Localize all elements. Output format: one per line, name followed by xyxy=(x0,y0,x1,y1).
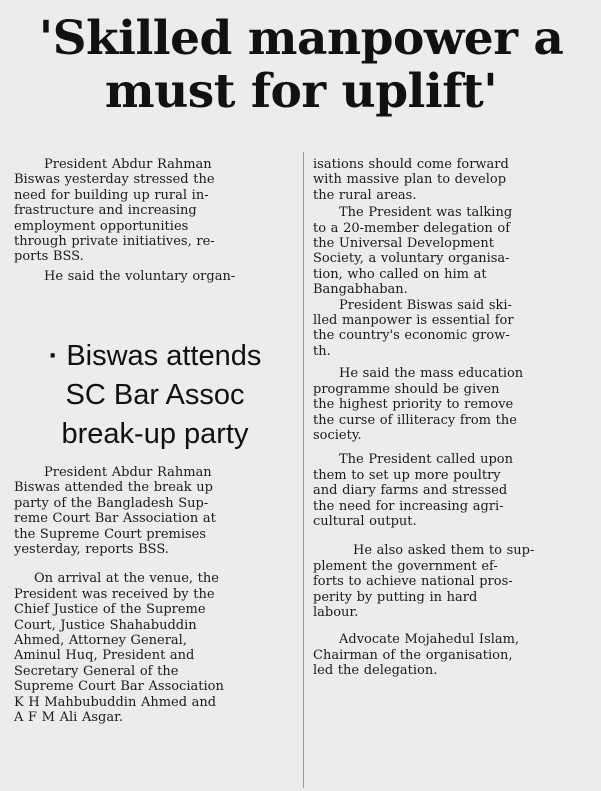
text-line: Secretary General of the xyxy=(14,663,179,679)
text-line: A F M Ali Asgar. xyxy=(14,710,124,726)
text-line: employment opportunities xyxy=(14,218,189,234)
text-line: Biswas yesterday stressed the xyxy=(14,172,215,188)
text-line: plement the government ef- xyxy=(313,558,498,574)
text-line: need for building up rural in- xyxy=(14,187,209,203)
text-line: cultural output. xyxy=(313,513,417,529)
text-line: them to set up more poultry xyxy=(313,467,501,483)
text-line: He said the mass education xyxy=(339,366,524,382)
story2-headline-text: Biswas attends xyxy=(66,340,262,372)
text-line: tion, who called on him at xyxy=(313,266,487,282)
text-line: the highest priority to remove xyxy=(313,397,514,413)
text-line: Court, Justice Shahabuddin xyxy=(14,617,197,633)
text-line: lled manpower is essential for xyxy=(313,313,514,329)
text-line: Chief Justice of the Supreme xyxy=(14,602,206,618)
text-line: reme Court Bar Association at xyxy=(14,511,216,527)
bullet-icon: · xyxy=(48,340,59,372)
text-line: Ahmed, Attorney General, xyxy=(14,633,187,649)
story2-paragraph-2 xyxy=(14,571,296,725)
text-line: yesterday, reports BSS. xyxy=(14,542,169,558)
story2-headline xyxy=(14,337,296,454)
text-line: K H Mahbubuddin Ahmed and xyxy=(14,694,217,710)
column-divider xyxy=(303,152,304,788)
text-line: the need for increasing agri- xyxy=(313,498,504,514)
text-line: to a 20-member delegation of xyxy=(313,220,510,236)
story1-continuation-paragraph xyxy=(313,205,589,297)
text-line: Advocate Mojahedul Islam, xyxy=(339,632,520,648)
text-line: Society, a voluntary organisa- xyxy=(313,251,510,267)
text-line: society. xyxy=(313,427,362,443)
text-line: The President called upon xyxy=(339,452,513,468)
text-line: He also asked them to sup- xyxy=(353,543,535,559)
text-line: Supreme Court Bar Association xyxy=(14,679,224,695)
story1-paragraph-1 xyxy=(14,157,296,265)
text-line: President Abdur Rahman xyxy=(44,465,212,480)
story2-paragraph-1 xyxy=(14,465,296,557)
text-line: He said the voluntary organ- xyxy=(44,268,236,284)
main-headline-line: 'Skilled manpower a xyxy=(38,11,564,66)
text-line: Bangabhaban. xyxy=(313,282,408,298)
text-line: labour. xyxy=(313,604,359,620)
story1-continuation-paragraph xyxy=(313,543,589,620)
text-line: the rural areas. xyxy=(313,187,417,203)
text-line: perity by putting in hard xyxy=(313,589,478,605)
text-line: Biswas attended the break up xyxy=(14,480,213,496)
text-line: President Abdur Rahman xyxy=(44,157,212,172)
text-line: led the delegation. xyxy=(313,663,438,679)
story2-headline-line: SC Bar Assoc xyxy=(65,379,245,411)
story2-body xyxy=(14,465,296,726)
text-line: President Biswas said ski- xyxy=(339,297,512,313)
main-headline xyxy=(14,12,588,118)
text-line: the country's economic grow- xyxy=(313,328,510,344)
text-line: the Supreme Court premises xyxy=(14,526,207,542)
story1-continuation-paragraph xyxy=(313,298,589,360)
story1-right-column xyxy=(313,157,589,679)
story1-continuation-paragraph xyxy=(313,157,589,203)
text-line: with massive plan to develop xyxy=(313,172,507,188)
text-line: isations should come forward xyxy=(313,157,509,172)
text-line: The President was talking xyxy=(339,205,513,221)
text-line: programme should be given xyxy=(313,381,500,397)
text-line: forts to achieve national pros- xyxy=(313,574,513,590)
story1-left-column xyxy=(14,157,296,284)
text-line: Aminul Huq, President and xyxy=(14,648,195,664)
text-line: Chairman of the organisation, xyxy=(313,647,513,663)
story1-continuation-paragraph xyxy=(313,452,589,529)
text-line: through private initiatives, re- xyxy=(14,234,215,250)
text-line: and diary farms and stressed xyxy=(313,483,508,499)
text-line: ports BSS. xyxy=(14,249,84,265)
text-line: the curse of illiteracy from the xyxy=(313,412,517,428)
text-line: On arrival at the venue, the xyxy=(34,571,219,587)
text-line: frastructure and increasing xyxy=(14,203,197,219)
story1-continuation-paragraph xyxy=(313,632,589,678)
text-line: President was received by the xyxy=(14,586,215,602)
story1-paragraph-2 xyxy=(14,269,296,284)
text-line: the Universal Development xyxy=(313,236,494,252)
text-line: party of the Bangladesh Sup- xyxy=(14,495,209,511)
story2-headline-line: break-up party xyxy=(61,418,249,450)
text-line: th. xyxy=(313,343,331,359)
story1-continuation-paragraph xyxy=(313,366,589,443)
story2-headline-line xyxy=(14,337,296,376)
main-headline-line: must for uplift' xyxy=(104,64,498,119)
